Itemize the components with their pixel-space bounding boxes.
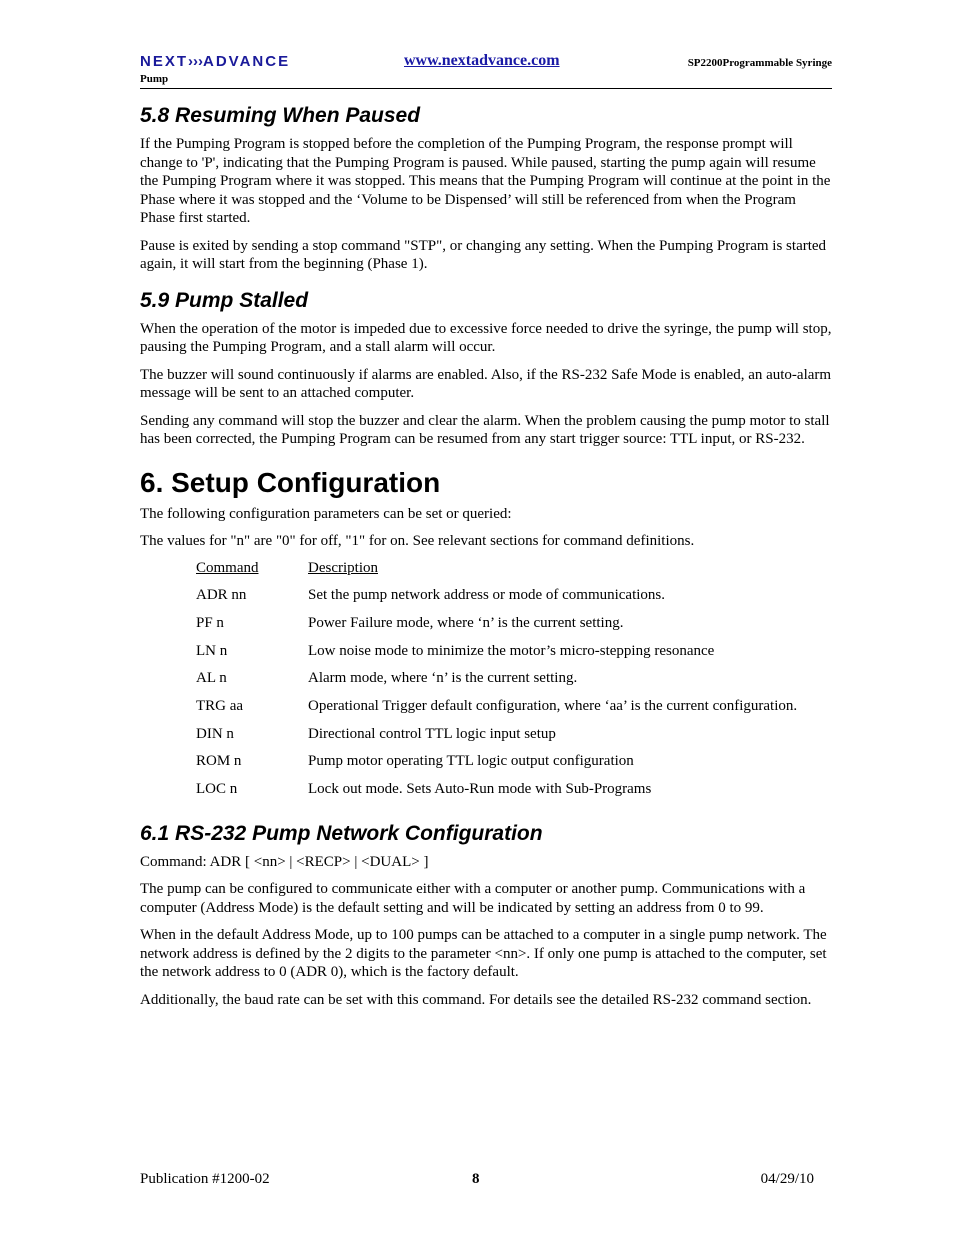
section-5-8-heading: 5.8 Resuming When Paused xyxy=(140,104,421,127)
command-cell: ROM n xyxy=(196,753,242,770)
section-5-9-paragraph-3: Sending any command will stop the buzzer and clear the alarm. When the problem causing the pump motor to stall has been corrected, the Pumping Program can be resumed from any start trigger source: TTL input, or RS-232. xyxy=(140,412,830,447)
table-row xyxy=(196,698,797,726)
command-cell: PF n xyxy=(196,614,224,631)
description-cell: Directional control TTL logic input setup xyxy=(308,725,556,742)
command-cell: LN n xyxy=(196,642,228,659)
section-6-1-paragraph-2: When in the default Address Mode, up to 100 pumps can be attached to a computer in a single pump network. The network address is defined by the 2 digits to the parameter <nn>. If only one pump is attached to the computer, set the network address to 0 (ADR 0), which is the factory default. xyxy=(140,927,827,981)
table-row xyxy=(196,615,797,643)
description-cell: Pump motor operating TTL logic output configuration xyxy=(308,753,634,770)
command-cell: AL n xyxy=(196,670,227,687)
table-row xyxy=(196,726,797,754)
page-content xyxy=(140,104,834,1018)
table-row xyxy=(196,670,797,698)
section-5-9-paragraph-1: When the operation of the motor is impeded due to excessive force needed to drive the syringe, the pump will stop, pausing the Pumping Program, and a stall alarm will occur. xyxy=(140,320,832,355)
column-header-command: Command xyxy=(196,559,259,576)
section-5-9-heading: 5.9 Pump Stalled xyxy=(140,288,309,312)
command-cell: ADR nn xyxy=(196,587,247,604)
section-6-paragraph-1: The following configuration parameters can be set or queried: xyxy=(140,505,512,522)
description-cell: Low noise mode to minimize the motor’s micro-stepping resonance xyxy=(308,642,715,659)
table-row xyxy=(196,643,797,671)
section-5-9-paragraph-2: The buzzer will sound continuously if alarms are enabled. Also, if the RS-232 Safe Mode is enabled, an auto-alarm message will be sent to an attached computer. xyxy=(140,366,832,401)
command-cell: LOC n xyxy=(196,781,238,797)
page-header xyxy=(140,52,832,92)
description-cell: Alarm mode, where ‘n’ is the current setting. xyxy=(308,670,578,687)
command-cell: DIN n xyxy=(196,725,234,742)
command-table xyxy=(196,560,797,809)
page-number: 8 xyxy=(472,1171,480,1187)
website-link[interactable]: www.nextadvance.com xyxy=(404,52,560,69)
section-6-1-paragraph-1: The pump can be configured to communicate either with a computer or another pump. Communications with a computer (Address Mode) is the default setting and will be indicated by setting an address from 0 to 99. xyxy=(140,881,806,916)
publication-number: Publication #1200-02 xyxy=(140,1171,270,1187)
header-divider xyxy=(140,88,832,89)
table-row xyxy=(196,587,797,615)
product-name-continued: Pump xyxy=(140,73,169,85)
publication-date: 04/29/10 xyxy=(760,1171,814,1187)
product-name: SP2200Programmable Syringe xyxy=(687,57,832,69)
description-cell: Lock out mode. Sets Auto-Run mode with Sub-Programs xyxy=(308,781,652,797)
command-table-header xyxy=(196,560,797,588)
section-5-8-paragraph-1: If the Pumping Program is stopped before the completion of the Pumping Program, the response prompt will change to 'P', indicating that the Pumping Program is paused. While paused, starting the pump again will resume the Pumping Program where it was stopped. This means that the Pumping Program will continue at the point in the Phase where it was stopped and the ‘Volume to be Dispensed’ will still be referenced from when the Program Phase first started. xyxy=(140,136,831,226)
section-6-heading: 6. Setup Configuration xyxy=(140,466,441,498)
company-logo: NEXT›››ADVANCE xyxy=(140,53,291,70)
description-cell: Set the pump network address or mode of communications. xyxy=(308,587,666,604)
section-6-1-heading: 6.1 RS-232 Pump Network Configuration xyxy=(140,821,543,845)
description-cell: Power Failure mode, where ‘n’ is the current setting. xyxy=(308,614,624,631)
table-row xyxy=(196,753,797,781)
column-header-description: Description xyxy=(308,559,378,576)
section-6-1-command-syntax: Command: ADR [ <nn> | <RECP> | <DUAL> ] xyxy=(140,853,429,870)
description-cell: Operational Trigger default configuration, where ‘aa’ is the current configuration. xyxy=(308,697,798,714)
section-6-paragraph-2: The values for "n" are "0" for off, "1" for on. See relevant sections for command definitions. xyxy=(140,533,695,549)
table-row xyxy=(196,781,797,809)
command-cell: TRG aa xyxy=(196,697,244,714)
section-5-8-paragraph-2: Pause is exited by sending a stop command "STP", or changing any setting. When the Pumping Program is started again, it will start from the beginning (Phase 1). xyxy=(140,237,827,272)
section-6-1-paragraph-3: Additionally, the baud rate can be set with this command. For details see the detailed RS-232 command section. xyxy=(140,991,812,1008)
